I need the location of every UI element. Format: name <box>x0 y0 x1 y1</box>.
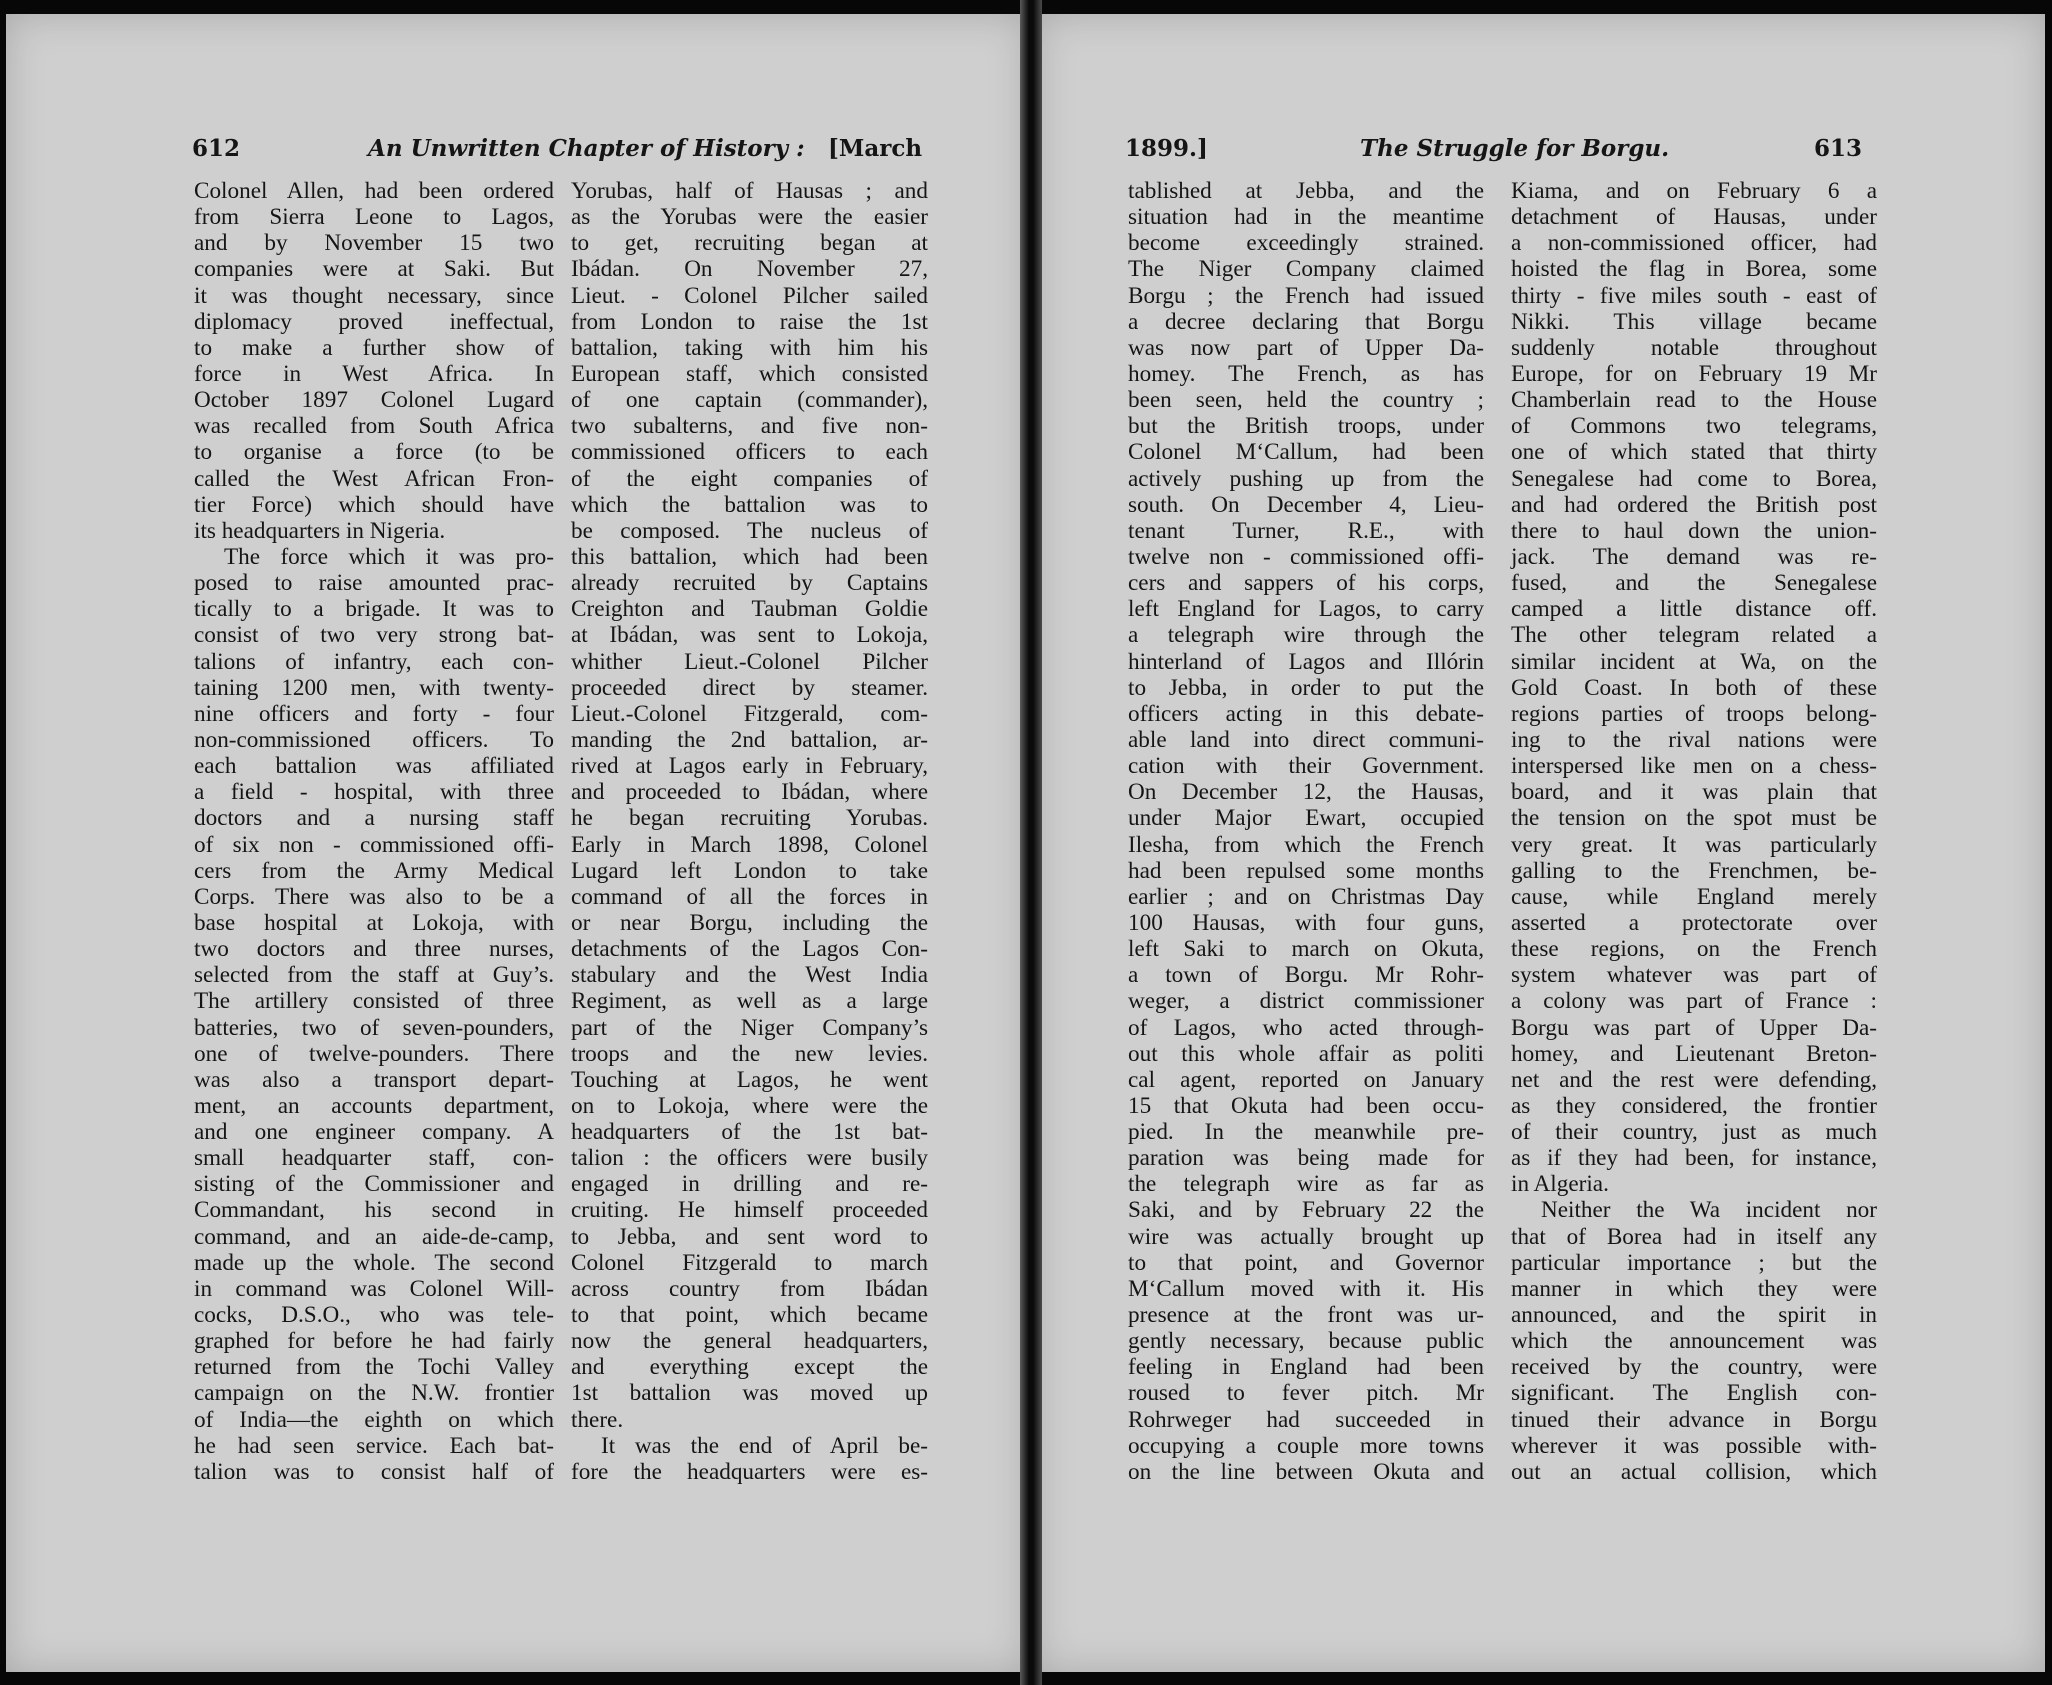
text-line: Lieut. - Colonel Pilcher sailed <box>571 282 928 309</box>
text-line: which the announcement was <box>1511 1328 1877 1355</box>
text-line: the tension on the spot must be <box>1511 805 1877 832</box>
text-line: Corps. There was also to be a <box>194 883 554 910</box>
text-line: in command was Colonel Will- <box>194 1275 554 1302</box>
text-line: Regiment, as well as a large <box>571 988 928 1015</box>
text-line: of India—the eighth on which <box>194 1406 554 1433</box>
text-line: homey, and Lieutenant Breton- <box>1511 1040 1877 1067</box>
text-line: Europe, for on February 19 Mr <box>1511 360 1877 387</box>
text-line: feeling in England had been <box>1128 1354 1484 1381</box>
text-line: tablished at Jebba, and the <box>1128 178 1484 204</box>
text-line: commissioned officers to each <box>571 439 928 466</box>
text-line: graphed for before he had fairly <box>194 1328 554 1355</box>
text-line: returned from the Tochi Valley <box>194 1354 554 1381</box>
text-line: weger, a district commissioner <box>1128 988 1484 1015</box>
text-line: but the British troops, under <box>1128 413 1484 440</box>
text-line: The force which it was pro- <box>224 543 554 570</box>
text-line: part of the Niger Company’s <box>571 1014 928 1041</box>
text-line: rived at Lagos early in February, <box>571 753 928 780</box>
right-running-date: 1899.] <box>1125 135 1208 162</box>
text-line: across country from Ibádan <box>571 1275 928 1302</box>
text-line: consist of two very strong bat- <box>194 622 554 649</box>
text-line: occupying a couple more towns <box>1128 1432 1484 1459</box>
text-line: called the West African Fron- <box>194 465 554 492</box>
text-line: this battalion, which had been <box>571 543 928 570</box>
right-page <box>1037 14 2045 1672</box>
text-line: Kiama, and on February 6 a <box>1511 178 1877 204</box>
text-line: batteries, two of seven-pounders, <box>194 1014 554 1041</box>
text-line: On December 12, the Hausas, <box>1128 779 1484 806</box>
text-line: left Saki to march on Okuta, <box>1128 936 1484 963</box>
text-line: selected from the staff at Guy’s. <box>194 962 554 989</box>
text-line: from Sierra Leone to Lagos, <box>194 204 554 231</box>
text-line: talion : the officers were busily <box>571 1145 928 1172</box>
text-line: Borgu was part of Upper Da- <box>1511 1014 1877 1041</box>
text-line: cal agent, reported on January <box>1128 1066 1484 1093</box>
text-line: or near Borgu, including the <box>571 909 928 936</box>
text-line: and had ordered the British post <box>1511 491 1877 518</box>
text-line: as if they had been, for instance, <box>1511 1145 1877 1172</box>
text-line: Commandant, his second in <box>194 1197 554 1224</box>
text-line: net and the rest were defending, <box>1511 1066 1877 1093</box>
text-line: as they considered, the frontier <box>1511 1092 1877 1119</box>
right-page-number: 613 <box>1814 135 1863 162</box>
text-line: Colonel Fitzgerald to march <box>571 1249 928 1276</box>
text-line: fore the headquarters were es- <box>571 1458 928 1485</box>
text-line: had been repulsed some months <box>1128 857 1484 884</box>
text-line: to organise a force (to be <box>194 439 554 466</box>
text-line: Saki, and by February 22 the <box>1128 1197 1484 1224</box>
text-line: in Algeria. <box>1511 1171 1609 1198</box>
text-line: interspersed like men on a chess- <box>1511 753 1877 780</box>
text-line: cation with their Government. <box>1128 753 1484 780</box>
text-line: Touching at Lagos, he went <box>571 1066 928 1093</box>
text-line: been seen, held the country ; <box>1128 387 1484 414</box>
text-line: 100 Hausas, with four guns, <box>1128 909 1484 936</box>
text-line: engaged in drilling and re- <box>571 1171 928 1198</box>
text-line: left England for Lagos, to carry <box>1128 596 1484 623</box>
text-line: a town of Borgu. Mr Rohr- <box>1128 962 1484 989</box>
text-line: board, and it was plain that <box>1511 779 1877 806</box>
text-line: as the Yorubas were the easier <box>571 204 928 231</box>
text-line: it was thought necessary, since <box>194 282 554 309</box>
text-line: cers from the Army Medical <box>194 857 554 884</box>
text-line: a decree declaring that Borgu <box>1128 308 1484 335</box>
right-running-title: The Struggle for Borgu. <box>1360 135 1670 162</box>
text-line: a non-commissioned officer, had <box>1511 230 1877 257</box>
text-line: cruiting. He himself proceeded <box>571 1197 928 1224</box>
text-line: diplomacy proved ineffectual, <box>194 308 554 335</box>
text-line: out this whole affair as politi <box>1128 1040 1484 1067</box>
text-line: Gold Coast. In both of these <box>1511 674 1877 701</box>
text-line: and by November 15 two <box>194 230 554 257</box>
text-line: cers and sappers of his corps, <box>1128 570 1484 597</box>
text-line: actively pushing up from the <box>1128 465 1484 492</box>
text-line: to that point, which became <box>571 1302 928 1329</box>
text-line: to that point, and Governor <box>1128 1249 1484 1276</box>
text-line: Senegalese had come to Borea, <box>1511 465 1877 492</box>
text-line: which the battalion was to <box>571 491 928 518</box>
text-line: command of all the forces in <box>571 883 928 910</box>
text-line: two doctors and three nurses, <box>194 936 554 963</box>
text-line: talions of infantry, each con- <box>194 648 554 675</box>
text-line: to Jebba, in order to put the <box>1128 674 1484 701</box>
text-line: command, and an aide-de-camp, <box>194 1223 554 1250</box>
text-line: It was the end of April be- <box>601 1432 928 1459</box>
text-line: Nikki. This village became <box>1511 308 1877 335</box>
text-line: taining 1200 men, with twenty- <box>194 674 554 701</box>
text-line: paration was being made for <box>1128 1145 1484 1172</box>
text-line: proceeded direct by steamer. <box>571 674 928 701</box>
text-line: now the general headquarters, <box>571 1328 928 1355</box>
text-line: and proceeded to Ibádan, where <box>571 779 928 806</box>
text-line: officers acting in this debate- <box>1128 700 1484 727</box>
right-page-column-1 <box>1128 178 1484 1485</box>
left-running-date: [March <box>828 135 923 162</box>
text-line: of one captain (commander), <box>571 387 928 414</box>
text-line: to Jebba, and sent word to <box>571 1223 928 1250</box>
text-line: Early in March 1898, Colonel <box>571 831 928 858</box>
text-line: campaign on the N.W. frontier <box>194 1380 554 1407</box>
text-line: detachments of the Lagos Con- <box>571 936 928 963</box>
text-line: of the eight companies of <box>571 465 928 492</box>
text-line: manner in which they were <box>1511 1275 1877 1302</box>
text-line: stabulary and the West India <box>571 962 928 989</box>
text-line: was recalled from South Africa <box>194 413 554 440</box>
text-line: tically to a brigade. It was to <box>194 596 554 623</box>
text-line: The other telegram related a <box>1511 622 1877 649</box>
text-line: gently necessary, because public <box>1128 1328 1484 1355</box>
text-line: out an actual collision, which <box>1511 1458 1877 1485</box>
text-line: and one engineer company. A <box>194 1119 554 1146</box>
text-line: detachment of Hausas, under <box>1511 204 1877 231</box>
text-line: battalion, taking with him his <box>571 334 928 361</box>
text-line: situation had in the meantime <box>1128 204 1484 231</box>
left-page <box>6 14 1027 1672</box>
text-line: Lieut.-Colonel Fitzgerald, com- <box>571 700 928 727</box>
text-line: on the line between Okuta and <box>1128 1458 1484 1485</box>
text-line: Ibádan. On November 27, <box>571 256 928 283</box>
text-line: earlier ; and on Christmas Day <box>1128 883 1484 910</box>
text-line: one of twelve-pounders. There <box>194 1040 554 1067</box>
text-line: similar incident at Wa, on the <box>1511 648 1877 675</box>
text-line: to get, recruiting began at <box>571 230 928 257</box>
text-line: asserted a protectorate over <box>1511 909 1877 936</box>
text-line: that of Borea had in itself any <box>1511 1223 1877 1250</box>
text-line: each battalion was affiliated <box>194 753 554 780</box>
text-line: of six non - commissioned offi- <box>194 831 554 858</box>
text-line: October 1897 Colonel Lugard <box>194 387 554 414</box>
text-line: base hospital at Lokoja, with <box>194 909 554 936</box>
text-line: 1st battalion was moved up <box>571 1380 928 1407</box>
text-line: tier Force) which should have <box>194 491 554 518</box>
text-line: was also a transport depart- <box>194 1066 554 1093</box>
text-line: Creighton and Taubman Goldie <box>571 596 928 623</box>
text-line: headquarters of the 1st bat- <box>571 1119 928 1146</box>
text-line: Chamberlain read to the House <box>1511 387 1877 414</box>
text-line: ing to the rival nations were <box>1511 726 1877 753</box>
text-line: homey. The French, as has <box>1128 360 1484 387</box>
left-page-column-2 <box>571 178 928 1485</box>
text-line: he had seen service. Each bat- <box>194 1432 554 1459</box>
text-line: talion was to consist half of <box>194 1458 554 1485</box>
text-line: wherever it was possible with- <box>1511 1432 1877 1459</box>
text-line: one of which stated that thirty <box>1511 439 1877 466</box>
text-line: whither Lieut.-Colonel Pilcher <box>571 648 928 675</box>
text-line: 15 that Okuta had been occu- <box>1128 1092 1484 1119</box>
text-line: received by the country, were <box>1511 1354 1877 1381</box>
text-line: European staff, which consisted <box>571 360 928 387</box>
text-line: doctors and a nursing staff <box>194 805 554 832</box>
text-line: to make a further show of <box>194 334 554 361</box>
text-line: on to Lokoja, where were the <box>571 1092 928 1119</box>
text-line: Ilesha, from which the French <box>1128 831 1484 858</box>
left-page-column-1 <box>194 178 554 1485</box>
text-line: Colonel Allen, had been ordered <box>194 178 554 204</box>
text-line: Colonel M‘Callum, had been <box>1128 439 1484 466</box>
text-line: suddenly notable throughout <box>1511 334 1877 361</box>
text-line: already recruited by Captains <box>571 570 928 597</box>
text-line: jack. The demand was re- <box>1511 543 1877 570</box>
left-page-number: 612 <box>192 135 241 162</box>
left-running-title: An Unwritten Chapter of History : <box>368 135 805 162</box>
text-line: thirty - five miles south - east of <box>1511 282 1877 309</box>
text-line: these regions, on the French <box>1511 936 1877 963</box>
text-line: under Major Ewart, occupied <box>1128 805 1484 832</box>
text-line: was now part of Upper Da- <box>1128 334 1484 361</box>
text-line: regions parties of troops belong- <box>1511 700 1877 727</box>
text-line: of their country, just as much <box>1511 1119 1877 1146</box>
text-line: wire was actually brought up <box>1128 1223 1484 1250</box>
text-line: there. <box>571 1406 624 1433</box>
text-line: a colony was part of France : <box>1511 988 1877 1015</box>
text-line: the telegraph wire as far as <box>1128 1171 1484 1198</box>
text-line: made up the whole. The second <box>194 1249 554 1276</box>
text-line: be composed. The nucleus of <box>571 517 928 544</box>
text-line: Lugard left London to take <box>571 857 928 884</box>
text-line: small headquarter staff, con- <box>194 1145 554 1172</box>
text-line: a field - hospital, with three <box>194 779 554 806</box>
text-line: at Ibádan, was sent to Lokoja, <box>571 622 928 649</box>
text-line: troops and the new levies. <box>571 1040 928 1067</box>
text-line: particular importance ; but the <box>1511 1249 1877 1276</box>
text-line: galling to the Frenchmen, be- <box>1511 857 1877 884</box>
text-line: tinued their advance in Borgu <box>1511 1406 1877 1433</box>
text-line: roused to fever pitch. Mr <box>1128 1380 1484 1407</box>
text-line: of Lagos, who acted through- <box>1128 1014 1484 1041</box>
text-line: camped a little distance off. <box>1511 596 1877 623</box>
text-line: a telegraph wire through the <box>1128 622 1484 649</box>
text-line: hoisted the flag in Borea, some <box>1511 256 1877 283</box>
text-line: posed to raise amounted prac- <box>194 570 554 597</box>
text-line: its headquarters in Nigeria. <box>194 517 446 544</box>
text-line: sisting of the Commissioner and <box>194 1171 554 1198</box>
text-line: two subalterns, and five non- <box>571 413 928 440</box>
text-line: fused, and the Senegalese <box>1511 570 1877 597</box>
text-line: of Commons two telegrams, <box>1511 413 1877 440</box>
text-line: south. On December 4, Lieu- <box>1128 491 1484 518</box>
text-line: non-commissioned officers. To <box>194 726 554 753</box>
text-line: announced, and the spirit in <box>1511 1302 1877 1329</box>
text-line: presence at the front was ur- <box>1128 1302 1484 1329</box>
text-line: Rohrweger had succeeded in <box>1128 1406 1484 1433</box>
text-line: tenant Turner, R.E., with <box>1128 517 1484 544</box>
text-line: hinterland of Lagos and Illórin <box>1128 648 1484 675</box>
text-line: The artillery consisted of three <box>194 988 554 1015</box>
text-line: significant. The English con- <box>1511 1380 1877 1407</box>
text-line: M‘Callum moved with it. His <box>1128 1275 1484 1302</box>
text-line: there to haul down the union- <box>1511 517 1877 544</box>
text-line: very great. It was particularly <box>1511 831 1877 858</box>
text-line: nine officers and forty - four <box>194 700 554 727</box>
text-line: from London to raise the 1st <box>571 308 928 335</box>
text-line: he began recruiting Yorubas. <box>571 805 928 832</box>
text-line: Borgu ; the French had issued <box>1128 282 1484 309</box>
text-line: Yorubas, half of Hausas ; and <box>571 178 928 204</box>
text-line: cocks, D.S.O., who was tele- <box>194 1302 554 1329</box>
text-line: The Niger Company claimed <box>1128 256 1484 283</box>
text-line: twelve non - commissioned offi- <box>1128 543 1484 570</box>
right-page-column-2 <box>1511 178 1877 1485</box>
text-line: able land into direct communi- <box>1128 726 1484 753</box>
text-line: force in West Africa. In <box>194 360 554 387</box>
text-line: manding the 2nd battalion, ar- <box>571 726 928 753</box>
text-line: and everything except the <box>571 1354 928 1381</box>
text-line: companies were at Saki. But <box>194 256 554 283</box>
book-gutter <box>1020 0 1042 1685</box>
text-line: Neither the Wa incident nor <box>1541 1197 1877 1224</box>
text-line: ment, an accounts department, <box>194 1092 554 1119</box>
text-line: pied. In the meanwhile pre- <box>1128 1119 1484 1146</box>
text-line: become exceedingly strained. <box>1128 230 1484 257</box>
text-line: system whatever was part of <box>1511 962 1877 989</box>
text-line: cause, while England merely <box>1511 883 1877 910</box>
